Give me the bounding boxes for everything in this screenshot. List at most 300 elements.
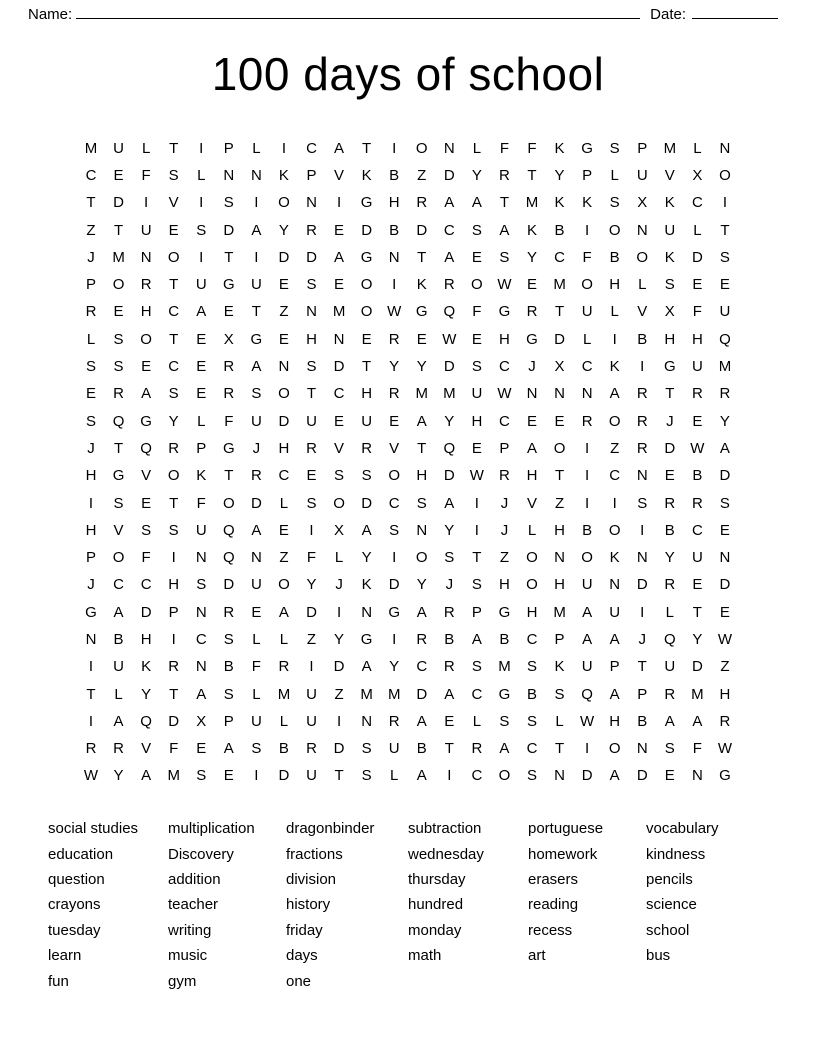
grid-letter: I bbox=[171, 630, 176, 648]
word-list-item[interactable]: education bbox=[48, 845, 114, 863]
word-list-column bbox=[408, 816, 528, 994]
grid-letter: D bbox=[333, 740, 345, 758]
grid-letter: F bbox=[582, 248, 592, 266]
grid-letter: A bbox=[444, 194, 455, 212]
grid-letter: R bbox=[278, 658, 290, 676]
grid-letter: W bbox=[690, 439, 705, 457]
grid-letter: Z bbox=[86, 221, 96, 239]
grid-letter: P bbox=[306, 166, 317, 184]
grid-letter: M bbox=[663, 139, 677, 157]
grid-letter: J bbox=[638, 630, 646, 648]
grid-letter: L bbox=[665, 603, 674, 621]
grid-letter: H bbox=[664, 330, 676, 348]
date-label: Date: bbox=[650, 6, 686, 23]
grid-letter: I bbox=[722, 194, 728, 212]
word-list-column bbox=[528, 816, 646, 994]
word-list-item[interactable]: dragonbinder bbox=[286, 820, 375, 838]
grid-letter: L bbox=[527, 521, 537, 539]
grid-letter: E bbox=[85, 385, 96, 403]
grid-row bbox=[78, 654, 738, 681]
grid-letter: S bbox=[113, 330, 124, 348]
grid-letter: L bbox=[390, 767, 399, 785]
grid-letter: I bbox=[612, 330, 617, 348]
grid-letter: I bbox=[585, 740, 590, 758]
grid-letter: K bbox=[416, 276, 427, 294]
grid-letter: I bbox=[585, 467, 590, 485]
grid-letter: U bbox=[250, 412, 262, 430]
grid-letter: Y bbox=[141, 685, 152, 703]
grid-letter: K bbox=[554, 139, 565, 157]
word-list-item[interactable]: addition bbox=[168, 870, 221, 888]
grid-letter: G bbox=[498, 303, 511, 321]
grid-letter: N bbox=[636, 221, 648, 239]
grid-letter: S bbox=[526, 658, 537, 676]
grid-letter: S bbox=[361, 467, 372, 485]
grid-row bbox=[78, 736, 738, 763]
word-list-item[interactable]: reading bbox=[528, 896, 579, 914]
grid-letter: S bbox=[113, 358, 124, 376]
grid-letter: E bbox=[278, 330, 289, 348]
grid-letter: X bbox=[664, 303, 675, 321]
grid-letter: E bbox=[223, 767, 234, 785]
grid-letter: C bbox=[499, 358, 510, 376]
grid-letter: B bbox=[499, 630, 510, 648]
grid-letter: A bbox=[223, 740, 234, 758]
grid-letter: R bbox=[388, 330, 400, 348]
grid-letter: M bbox=[167, 767, 180, 785]
grid-letter: R bbox=[223, 385, 235, 403]
word-list-item[interactable]: school bbox=[646, 921, 690, 939]
grid-letter: O bbox=[608, 521, 621, 539]
grid-letter: M bbox=[498, 658, 511, 676]
grid-letter: S bbox=[85, 412, 96, 430]
word-list-item[interactable]: division bbox=[286, 870, 337, 888]
grid-letter: A bbox=[582, 630, 593, 648]
grid-letter: D bbox=[306, 248, 317, 266]
grid-letter: S bbox=[306, 358, 317, 376]
grid-letter: R bbox=[443, 658, 455, 676]
grid-letter: Y bbox=[444, 412, 455, 430]
word-list-item[interactable]: subtraction bbox=[408, 820, 482, 838]
grid-letter: K bbox=[582, 194, 593, 212]
grid-letter: I bbox=[447, 767, 452, 785]
grid-row bbox=[78, 162, 738, 189]
grid-letter: G bbox=[498, 685, 511, 703]
grid-letter: T bbox=[362, 358, 372, 376]
word-list-item[interactable]: tuesday bbox=[48, 921, 101, 939]
grid-letter: R bbox=[223, 603, 235, 621]
grid-letter: H bbox=[471, 412, 483, 430]
grid-letter: S bbox=[196, 767, 207, 785]
grid-letter: A bbox=[334, 139, 345, 157]
grid-letter: H bbox=[140, 303, 152, 321]
grid-letter: N bbox=[361, 712, 373, 730]
grid-letter: U bbox=[250, 576, 262, 594]
grid-letter: D bbox=[333, 358, 345, 376]
grid-letter: B bbox=[664, 521, 675, 539]
grid-letter: I bbox=[474, 494, 479, 512]
grid-letter: D bbox=[636, 767, 648, 785]
grid-letter: C bbox=[85, 166, 97, 184]
grid-letter: U bbox=[140, 221, 152, 239]
grid-letter: R bbox=[471, 740, 483, 758]
grid-letter: E bbox=[334, 412, 345, 430]
grid-letter: W bbox=[442, 330, 457, 348]
word-list-item[interactable]: days bbox=[286, 947, 318, 965]
grid-letter: I bbox=[392, 549, 397, 567]
grid-letter: R bbox=[168, 439, 180, 457]
grid-letter: A bbox=[692, 712, 703, 730]
grid-letter: L bbox=[638, 276, 647, 294]
word-list-item[interactable]: homework bbox=[528, 845, 598, 863]
grid-letter: G bbox=[415, 303, 428, 321]
grid-letter: Q bbox=[112, 412, 125, 430]
grid-letter: U bbox=[113, 658, 124, 676]
grid-letter: D bbox=[113, 194, 124, 212]
grid-letter: R bbox=[113, 385, 124, 403]
grid-row bbox=[78, 408, 738, 435]
word-list-item[interactable]: math bbox=[408, 947, 442, 965]
grid-letter: P bbox=[223, 712, 234, 730]
grid-letter: A bbox=[609, 767, 620, 785]
grid-letter: M bbox=[84, 139, 98, 157]
grid-letter: M bbox=[415, 385, 428, 403]
grid-letter: T bbox=[472, 549, 482, 567]
grid-letter: G bbox=[222, 276, 235, 294]
grid-letter: I bbox=[474, 521, 479, 539]
grid-letter: Y bbox=[719, 412, 730, 430]
grid-letter: D bbox=[443, 166, 455, 184]
grid-letter: D bbox=[223, 221, 235, 239]
grid-letter: N bbox=[195, 549, 207, 567]
grid-letter: I bbox=[199, 194, 204, 212]
grid-letter: W bbox=[387, 303, 402, 321]
grid-letter: O bbox=[278, 576, 290, 594]
grid-letter: A bbox=[113, 712, 124, 730]
grid-letter: A bbox=[444, 685, 455, 703]
grid-letter: K bbox=[196, 467, 207, 485]
grid-letter: W bbox=[469, 467, 484, 485]
grid-letter: E bbox=[526, 412, 537, 430]
grid-letter: J bbox=[500, 494, 509, 512]
grid-letter: V bbox=[389, 439, 400, 457]
grid-letter: N bbox=[636, 740, 648, 758]
word-list-item[interactable]: fractions bbox=[286, 845, 343, 863]
grid-row bbox=[78, 244, 738, 271]
grid-letter: J bbox=[500, 521, 509, 539]
grid-letter: J bbox=[445, 576, 454, 594]
grid-letter: O bbox=[167, 248, 180, 266]
grid-letter: E bbox=[471, 248, 482, 266]
grid-letter: W bbox=[497, 385, 512, 403]
grid-letter: S bbox=[664, 740, 675, 758]
grid-letter: R bbox=[85, 740, 97, 758]
grid-letter: O bbox=[553, 439, 566, 457]
grid-letter: U bbox=[581, 658, 593, 676]
grid-letter: E bbox=[196, 740, 207, 758]
grid-letter: H bbox=[140, 630, 152, 648]
grid-letter: A bbox=[664, 712, 675, 730]
grid-letter: L bbox=[555, 712, 564, 730]
grid-letter: W bbox=[717, 740, 733, 758]
grid-letter: Y bbox=[416, 576, 427, 594]
grid-letter: Z bbox=[554, 494, 565, 512]
grid-letter: D bbox=[278, 248, 290, 266]
word-list bbox=[38, 816, 778, 994]
word-list-item[interactable]: recess bbox=[528, 921, 573, 939]
grid-letter: X bbox=[637, 194, 648, 212]
grid-letter: Y bbox=[389, 358, 400, 376]
grid-letter: F bbox=[527, 139, 537, 157]
grid-letter: D bbox=[554, 330, 565, 348]
grid-letter: S bbox=[444, 549, 455, 567]
grid-letter: C bbox=[306, 139, 317, 157]
word-list-item[interactable]: teacher bbox=[168, 896, 219, 914]
grid-letter: X bbox=[196, 712, 207, 730]
grid-letter: E bbox=[168, 221, 179, 239]
grid-letter: N bbox=[719, 139, 731, 157]
grid-letter: G bbox=[222, 439, 235, 457]
grid-letter: U bbox=[361, 412, 373, 430]
grid-letter: I bbox=[336, 603, 342, 621]
grid-letter: S bbox=[361, 740, 372, 758]
grid-letter: U bbox=[636, 166, 648, 184]
word-list-item[interactable]: one bbox=[286, 972, 312, 990]
grid-letter: I bbox=[585, 494, 590, 512]
grid-letter: H bbox=[526, 603, 538, 621]
grid-letter: I bbox=[88, 658, 94, 676]
grid-letter: C bbox=[691, 194, 703, 212]
grid-letter: C bbox=[609, 467, 621, 485]
grid-letter: P bbox=[609, 658, 620, 676]
grid-letter: E bbox=[278, 276, 289, 294]
grid-letter: Z bbox=[279, 549, 289, 567]
grid-letter: E bbox=[692, 412, 703, 430]
grid-letter: J bbox=[528, 358, 536, 376]
grid-row bbox=[78, 626, 738, 653]
grid-row bbox=[78, 190, 738, 217]
name-write-line[interactable] bbox=[76, 18, 640, 19]
grid-letter: A bbox=[444, 248, 455, 266]
grid-letter: M bbox=[553, 603, 566, 621]
grid-letter: B bbox=[637, 712, 648, 730]
grid-letter: U bbox=[195, 276, 207, 294]
grid-letter: G bbox=[360, 248, 373, 266]
grid-letter: T bbox=[86, 685, 96, 703]
grid-letter: N bbox=[195, 658, 207, 676]
grid-letter: L bbox=[279, 494, 289, 512]
word-search-grid bbox=[78, 135, 738, 790]
grid-letter: T bbox=[224, 248, 234, 266]
grid-letter: F bbox=[169, 740, 179, 758]
word-list-item[interactable]: fun bbox=[48, 972, 69, 990]
grid-letter: Q bbox=[719, 330, 731, 348]
word-list-item[interactable]: hundred bbox=[408, 896, 464, 914]
grid-letter: A bbox=[141, 385, 152, 403]
grid-letter: H bbox=[499, 330, 510, 348]
grid-letter: K bbox=[361, 576, 372, 594]
grid-letter: E bbox=[306, 467, 317, 485]
grid-letter: N bbox=[306, 194, 317, 212]
grid-letter: R bbox=[250, 467, 262, 485]
word-list-item[interactable]: vocabulary bbox=[646, 820, 719, 838]
grid-letter: P bbox=[499, 439, 510, 457]
grid-letter: R bbox=[664, 494, 676, 512]
grid-letter: L bbox=[86, 330, 96, 348]
word-list-item[interactable]: gym bbox=[168, 972, 197, 990]
grid-letter: Z bbox=[610, 439, 620, 457]
grid-letter: P bbox=[582, 166, 593, 184]
grid-letter: S bbox=[223, 630, 234, 648]
grid-letter: V bbox=[334, 166, 345, 184]
page-title: 100 days of school bbox=[211, 48, 605, 100]
grid-letter: E bbox=[141, 358, 152, 376]
grid-letter: D bbox=[443, 358, 455, 376]
grid-letter: C bbox=[140, 576, 152, 594]
grid-letter: J bbox=[87, 439, 95, 457]
word-list-item[interactable]: monday bbox=[408, 921, 462, 939]
grid-letter: N bbox=[416, 521, 428, 539]
grid-row bbox=[78, 463, 738, 490]
word-list-item[interactable]: kindness bbox=[646, 845, 706, 863]
grid-letter: F bbox=[499, 139, 510, 157]
grid-letter: S bbox=[719, 248, 730, 266]
grid-letter: G bbox=[250, 330, 263, 348]
grid-letter: B bbox=[526, 685, 537, 703]
grid-letter: L bbox=[197, 166, 206, 184]
grid-letter: E bbox=[278, 521, 289, 539]
grid-letter: O bbox=[112, 549, 125, 567]
grid-letter: G bbox=[498, 603, 511, 621]
word-list-item[interactable]: thursday bbox=[408, 870, 466, 888]
grid-letter: Y bbox=[526, 248, 537, 266]
grid-letter: U bbox=[664, 658, 676, 676]
grid-letter: M bbox=[332, 303, 346, 321]
word-list-item[interactable]: writing bbox=[168, 921, 212, 939]
grid-letter: D bbox=[691, 248, 703, 266]
grid-letter: N bbox=[636, 467, 648, 485]
word-list-item[interactable]: bus bbox=[646, 947, 671, 965]
grid-letter: K bbox=[278, 166, 289, 184]
grid-letter: S bbox=[554, 685, 565, 703]
grid-letter: I bbox=[585, 439, 590, 457]
grid-letter: U bbox=[691, 549, 703, 567]
grid-letter: C bbox=[691, 521, 703, 539]
grid-letter: P bbox=[471, 603, 482, 621]
date-write-line[interactable] bbox=[692, 18, 778, 19]
word-list-item[interactable]: music bbox=[168, 947, 208, 965]
grid-letter: B bbox=[554, 221, 565, 239]
grid-letter: D bbox=[691, 658, 703, 676]
word-list-item[interactable]: pencils bbox=[646, 870, 693, 888]
grid-letter: S bbox=[471, 221, 482, 239]
word-list-item[interactable]: art bbox=[528, 947, 546, 965]
grid-letter: R bbox=[636, 439, 648, 457]
grid-letter: B bbox=[637, 330, 648, 348]
grid-letter: E bbox=[141, 494, 152, 512]
grid-letter: X bbox=[692, 166, 703, 184]
grid-letter: O bbox=[112, 276, 125, 294]
grid-letter: Q bbox=[663, 630, 676, 648]
grid-letter: N bbox=[223, 166, 235, 184]
grid-letter: A bbox=[609, 630, 620, 648]
grid-letter: S bbox=[499, 248, 510, 266]
grid-letter: A bbox=[334, 248, 345, 266]
grid-letter: O bbox=[608, 221, 621, 239]
grid-letter: R bbox=[306, 740, 317, 758]
grid-letter: O bbox=[167, 467, 180, 485]
grid-letter: K bbox=[664, 248, 675, 266]
grid-letter: K bbox=[361, 166, 372, 184]
grid-letter: P bbox=[637, 139, 648, 157]
grid-letter: H bbox=[388, 194, 400, 212]
grid-letter: O bbox=[333, 494, 345, 512]
grid-letter: A bbox=[582, 603, 593, 621]
word-list-item[interactable]: history bbox=[286, 896, 331, 914]
grid-letter: R bbox=[113, 740, 124, 758]
word-list-item[interactable]: erasers bbox=[528, 870, 579, 888]
grid-letter: E bbox=[471, 439, 482, 457]
grid-letter: S bbox=[526, 767, 537, 785]
word-list-item[interactable]: social studies bbox=[48, 820, 139, 838]
grid-letter: R bbox=[223, 358, 235, 376]
word-list-item[interactable]: question bbox=[48, 870, 105, 888]
grid-letter: O bbox=[140, 330, 152, 348]
grid-letter: W bbox=[580, 712, 595, 730]
word-list-item[interactable]: portuguese bbox=[528, 820, 604, 838]
grid-letter: S bbox=[168, 385, 179, 403]
grid-letter: S bbox=[306, 276, 317, 294]
grid-letter: S bbox=[526, 712, 537, 730]
grid-letter: O bbox=[415, 139, 428, 157]
grid-letter: Z bbox=[499, 549, 510, 567]
grid-letter: N bbox=[388, 248, 400, 266]
grid-letter: F bbox=[692, 740, 702, 758]
grid-letter: D bbox=[443, 467, 455, 485]
word-list-item[interactable]: Discovery bbox=[168, 845, 234, 863]
grid-row bbox=[78, 271, 738, 298]
grid-letter: W bbox=[497, 276, 512, 294]
grid-letter: E bbox=[196, 330, 207, 348]
grid-letter: Y bbox=[389, 658, 400, 676]
word-list-item[interactable]: crayons bbox=[48, 896, 101, 914]
word-list-item[interactable]: learn bbox=[48, 947, 82, 965]
grid-letter: H bbox=[609, 712, 621, 730]
word-list-item[interactable]: multiplication bbox=[168, 820, 255, 838]
grid-letter: E bbox=[719, 603, 730, 621]
grid-letter: I bbox=[392, 630, 397, 648]
grid-letter: N bbox=[85, 630, 97, 648]
grid-letter: U bbox=[306, 767, 317, 785]
grid-letter: R bbox=[719, 385, 731, 403]
grid-letter: T bbox=[665, 385, 675, 403]
grid-letter: S bbox=[471, 358, 482, 376]
grid-letter: I bbox=[392, 139, 397, 157]
grid-letter: M bbox=[443, 385, 456, 403]
grid-letter: H bbox=[554, 521, 565, 539]
grid-letter: J bbox=[87, 576, 95, 594]
word-list-item[interactable]: wednesday bbox=[408, 845, 484, 863]
grid-letter: G bbox=[663, 358, 676, 376]
grid-letter: I bbox=[254, 194, 259, 212]
grid-letter: D bbox=[168, 712, 180, 730]
grid-letter: V bbox=[637, 303, 648, 321]
word-list-item[interactable]: friday bbox=[286, 921, 323, 939]
grid-letter: R bbox=[443, 603, 455, 621]
word-list-item[interactable]: science bbox=[646, 896, 697, 914]
grid-letter: S bbox=[168, 521, 179, 539]
grid-row bbox=[78, 708, 738, 735]
